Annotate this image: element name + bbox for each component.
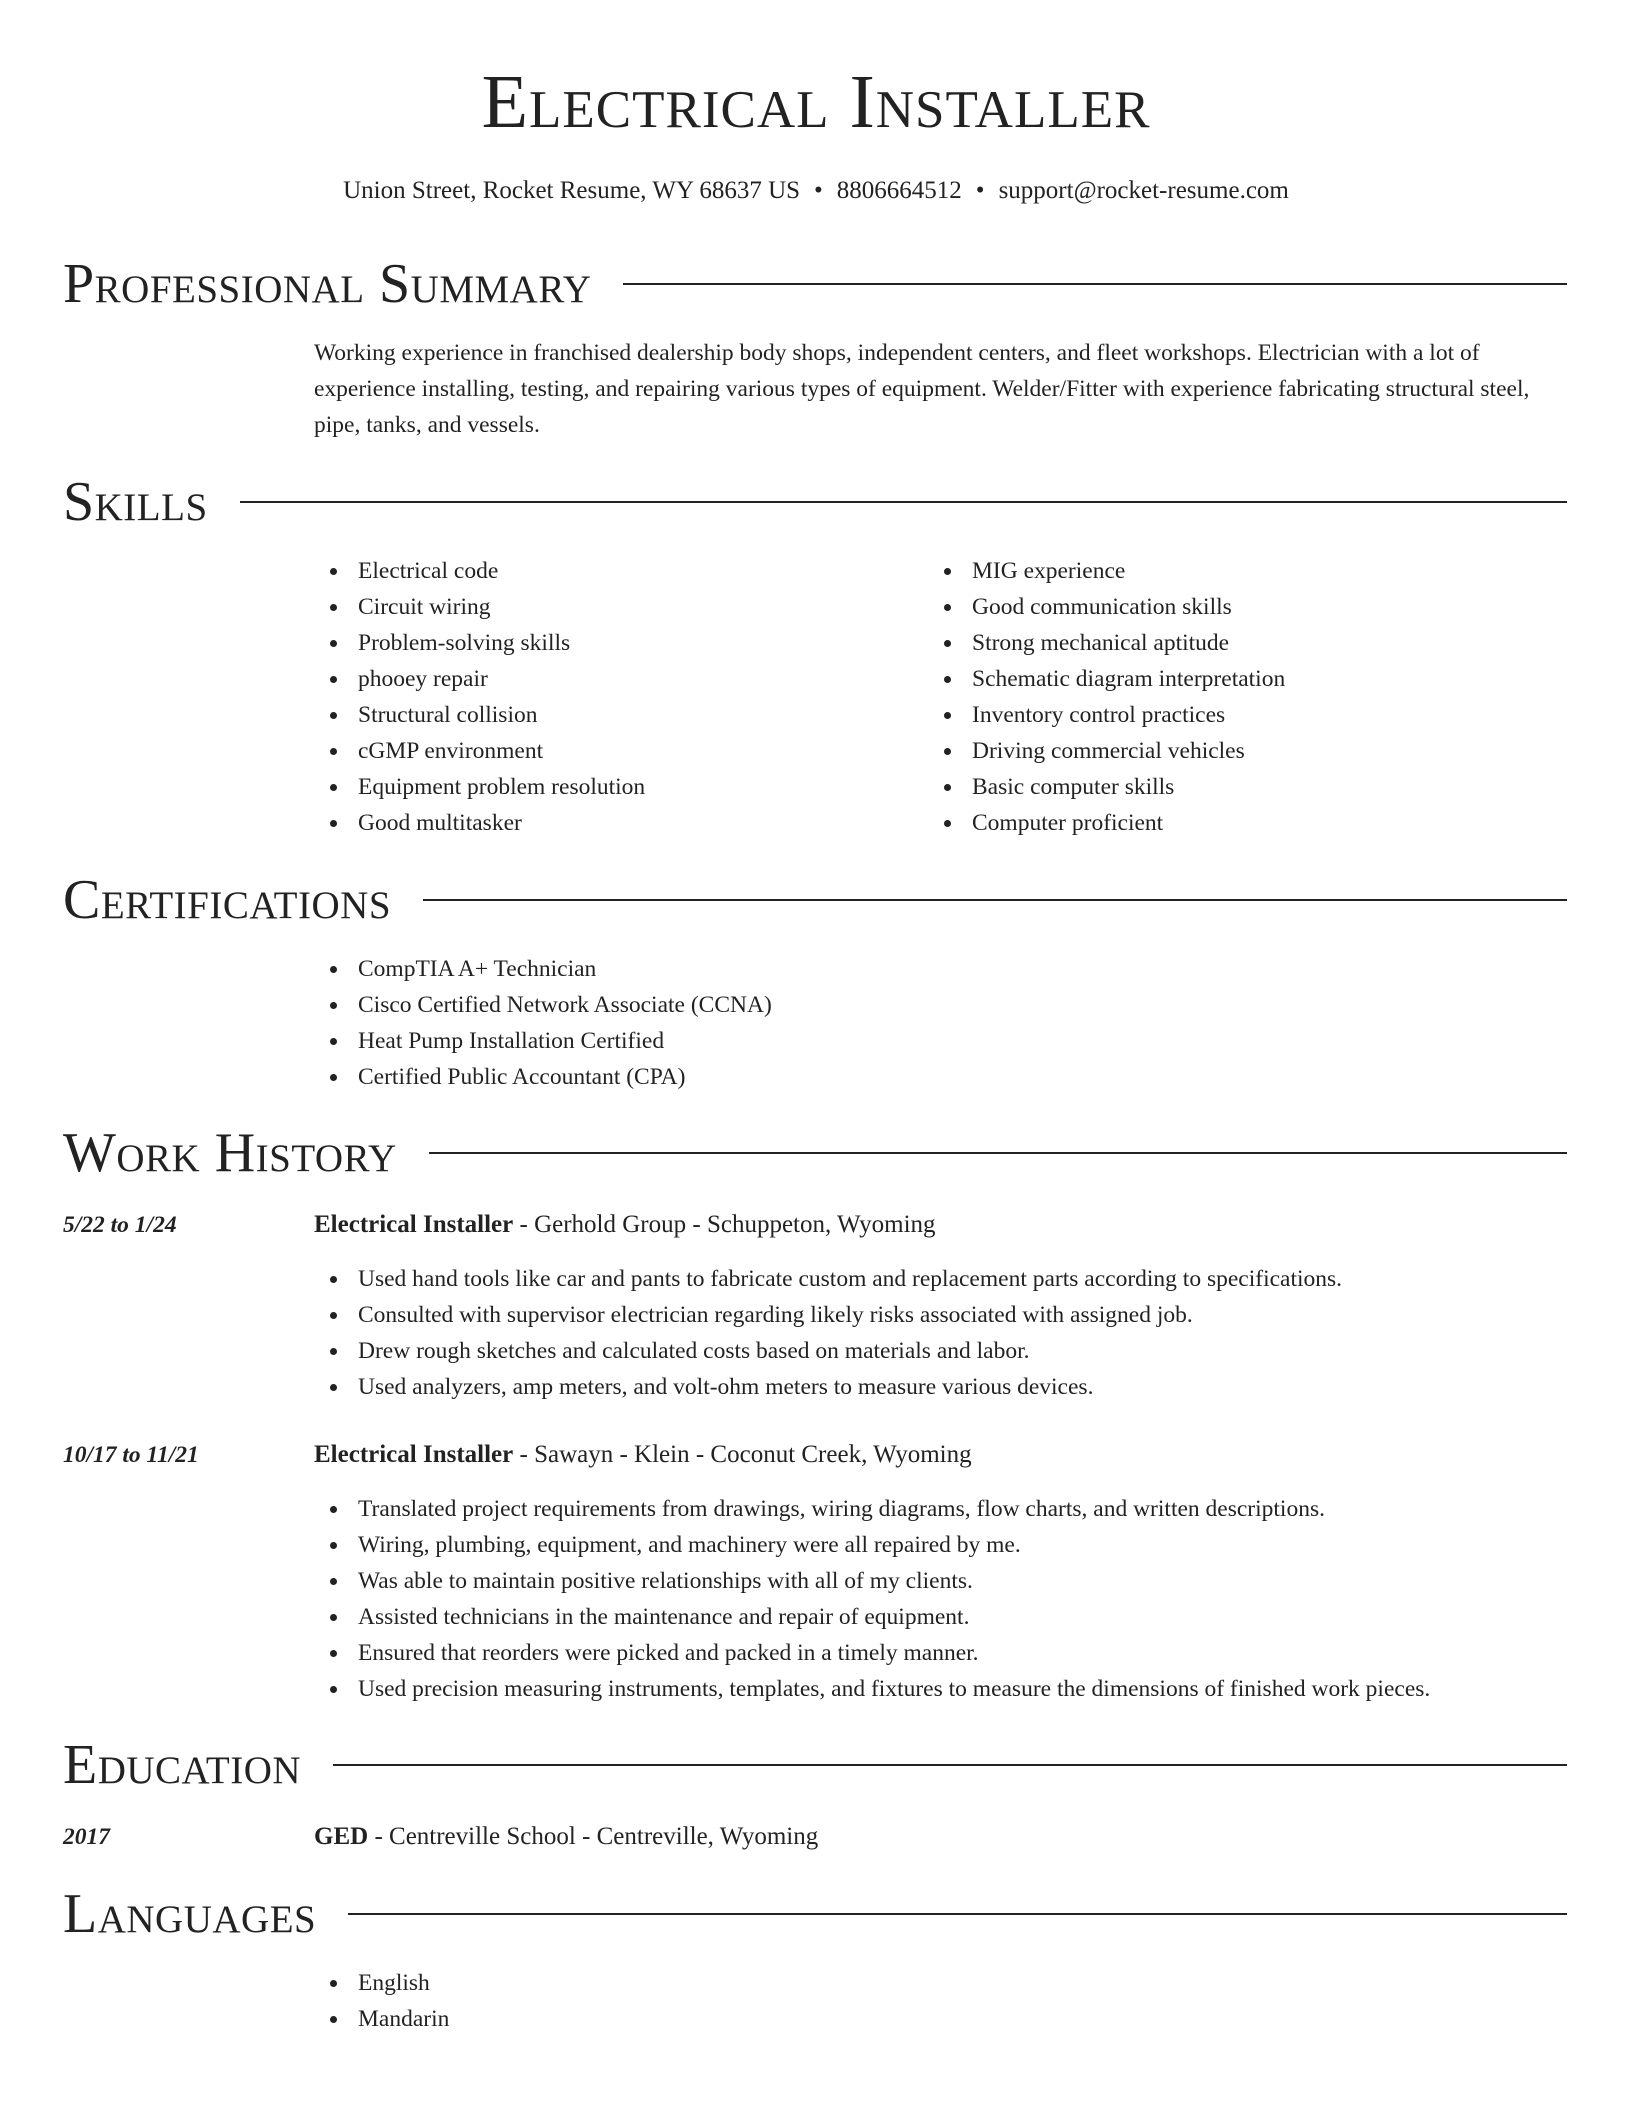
section-heading: Certifications — [63, 869, 392, 931]
list-item: Ensured that reorders were picked and packed in a timely manner. — [314, 1635, 1430, 1671]
list-item: Structural collision — [314, 697, 645, 733]
job-details: - Gerhold Group - Schuppeton, Wyoming — [513, 1211, 936, 1238]
list-item: Computer proficient — [928, 805, 1285, 841]
list-item: Equipment problem resolution — [314, 769, 645, 805]
list-item: Used hand tools like car and pants to fabricate custom and replacement parts according to specifications. — [314, 1261, 1342, 1297]
list-item: English — [314, 1965, 449, 2001]
candidate-name: Electrical Installer — [481, 60, 1151, 144]
section-heading: Work History — [63, 1122, 397, 1184]
list-item: Used precision measuring instruments, templates, and fixtures to measure the dimensions of finished work pieces. — [314, 1671, 1430, 1707]
list-item: CompTIA A+ Technician — [314, 951, 772, 987]
section-rule — [333, 1764, 1567, 1766]
list-item: Drew rough sketches and calculated costs based on materials and labor. — [314, 1333, 1342, 1369]
job-title-line — [314, 1437, 972, 1473]
list-item: Cisco Certified Network Associate (CCNA) — [314, 987, 772, 1023]
section-heading: Skills — [63, 471, 208, 533]
job-dates: 10/17 to 11/21 — [63, 1442, 199, 1468]
list-item: Electrical code — [314, 553, 645, 589]
section-skills — [63, 467, 1567, 537]
contact-separator: • — [975, 177, 985, 204]
contact-line — [0, 174, 1632, 208]
section-certifications — [63, 865, 1567, 935]
skills-list-left — [314, 553, 645, 841]
list-item: Driving commercial vehicles — [928, 733, 1285, 769]
list-item: Was able to maintain positive relationships with all of my clients. — [314, 1563, 1430, 1599]
list-item: Basic computer skills — [928, 769, 1285, 805]
section-heading: Education — [63, 1734, 302, 1796]
contact-email: support@rocket-resume.com — [998, 177, 1289, 204]
section-education — [63, 1730, 1567, 1800]
skills-list-right — [928, 553, 1285, 841]
list-item: Heat Pump Installation Certified — [314, 1023, 772, 1059]
job-dates: 5/22 to 1/24 — [63, 1212, 177, 1238]
section-work-history — [63, 1118, 1567, 1188]
list-item: Certified Public Accountant (CPA) — [314, 1059, 772, 1095]
list-item: Good multitasker — [314, 805, 645, 841]
list-item: Problem-solving skills — [314, 625, 645, 661]
list-item: phooey repair — [314, 661, 645, 697]
list-item: cGMP environment — [314, 733, 645, 769]
list-item: Schematic diagram interpretation — [928, 661, 1285, 697]
list-item: Translated project requirements from drawings, wiring diagrams, flow charts, and written descriptions. — [314, 1491, 1430, 1527]
contact-separator: • — [814, 177, 823, 204]
contact-phone: 8806664512 — [836, 177, 962, 204]
list-item: Inventory control practices — [928, 697, 1285, 733]
list-item: Assisted technicians in the maintenance and repair of equipment. — [314, 1599, 1430, 1635]
list-item: Strong mechanical aptitude — [928, 625, 1285, 661]
job-details: - Sawayn - Klein - Coconut Creek, Wyoming — [513, 1441, 972, 1468]
list-item: Mandarin — [314, 2001, 449, 2037]
list-item: Wiring, plumbing, equipment, and machinery were all repaired by me. — [314, 1527, 1430, 1563]
job-title: Electrical Installer — [314, 1441, 514, 1468]
list-item: MIG experience — [928, 553, 1285, 589]
education-year: 2017 — [63, 1824, 110, 1850]
education-line — [314, 1819, 818, 1855]
job-bullets — [314, 1491, 1430, 1707]
list-item: Circuit wiring — [314, 589, 645, 625]
contact-address: Union Street, Rocket Resume, WY 68637 US — [343, 177, 801, 204]
list-item: Used analyzers, amp meters, and volt-ohm meters to measure various devices. — [314, 1369, 1342, 1405]
section-professional-summary — [63, 249, 1567, 319]
job-title: Electrical Installer — [314, 1211, 514, 1238]
education-degree: GED — [314, 1823, 369, 1850]
certifications-list — [314, 951, 772, 1095]
list-item: Consulted with supervisor electrician regarding likely risks associated with assigned job. — [314, 1297, 1342, 1333]
section-rule — [423, 899, 1567, 901]
education-details: - Centreville School - Centreville, Wyoming — [368, 1823, 819, 1850]
job-title-line — [314, 1207, 936, 1243]
section-rule — [623, 283, 1567, 285]
section-rule — [429, 1152, 1567, 1154]
job-bullets — [314, 1261, 1342, 1405]
languages-list — [314, 1965, 449, 2037]
section-rule — [348, 1913, 1567, 1915]
summary-text: Working experience in franchised dealership body shops, independent centers, and fleet workshops. Electrician with a lot of experience installing, testing, and repairing various types of equipment. Welder/Fitter with experience fabricating structural steel, pipe, tanks, and vessels. — [314, 340, 1530, 438]
section-heading: Professional Summary — [63, 253, 592, 315]
section-languages — [63, 1879, 1567, 1949]
list-item: Good communication skills — [928, 589, 1285, 625]
section-heading: Languages — [63, 1883, 317, 1945]
section-rule — [240, 501, 1567, 503]
